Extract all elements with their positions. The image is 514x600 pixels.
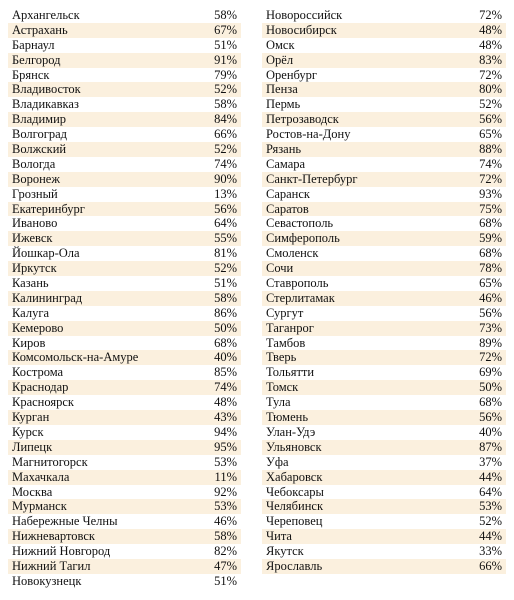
city-name: Владимир <box>12 112 67 127</box>
city-percent: 48% <box>479 22 502 37</box>
city-name: Курск <box>12 424 44 439</box>
city-percent: 56% <box>479 305 502 320</box>
city-name: Брянск <box>12 67 50 82</box>
city-percent: 82% <box>214 544 237 559</box>
city-percent: 83% <box>479 52 502 67</box>
city-name: Екатеринбург <box>12 201 85 216</box>
city-name: Ростов-на-Дону <box>266 127 351 142</box>
table-row <box>8 336 241 351</box>
city-name: Краснодар <box>12 380 69 395</box>
city-percent: 74% <box>214 156 237 171</box>
city-name: Астрахань <box>12 22 68 37</box>
city-name: Вологда <box>12 156 56 171</box>
city-name: Новокузнецк <box>12 573 82 588</box>
city-name: Белгород <box>12 52 61 67</box>
city-percent: 37% <box>479 454 502 469</box>
city-percent: 65% <box>479 276 502 291</box>
city-name: Чита <box>266 529 292 544</box>
table-row <box>262 425 506 440</box>
table-row <box>262 291 506 306</box>
city-percent: 46% <box>479 290 502 305</box>
city-name: Иркутск <box>12 261 57 276</box>
city-name: Саранск <box>266 186 310 201</box>
table-row <box>8 499 241 514</box>
city-percent: 88% <box>479 142 502 157</box>
table-row <box>8 380 241 395</box>
table-row <box>8 559 241 574</box>
city-percent: 48% <box>214 395 237 410</box>
city-name: Киров <box>12 335 46 350</box>
city-percent: 40% <box>479 424 502 439</box>
city-name: Новороссийск <box>266 8 343 22</box>
city-name: Иваново <box>12 216 58 231</box>
city-percent: 92% <box>214 484 237 499</box>
city-name: Сочи <box>266 261 294 276</box>
table-row <box>8 276 241 291</box>
city-percent: 51% <box>214 37 237 52</box>
city-name: Кострома <box>12 365 64 380</box>
city-name: Ярославль <box>266 558 323 573</box>
table-row <box>262 276 506 291</box>
city-percent: 40% <box>214 350 237 365</box>
city-name: Ставрополь <box>266 276 329 291</box>
table-row <box>262 187 506 202</box>
city-percent: 91% <box>214 52 237 67</box>
city-percent: 59% <box>479 231 502 246</box>
city-name: Симферополь <box>266 231 340 246</box>
city-name: Петрозаводск <box>266 112 339 127</box>
city-percent: 74% <box>479 156 502 171</box>
city-name: Сургут <box>266 305 304 320</box>
table-row <box>8 8 241 23</box>
city-percent: 52% <box>214 82 237 97</box>
table-row <box>262 470 506 485</box>
table-row <box>8 306 241 321</box>
city-name: Севастополь <box>266 216 334 231</box>
city-percent: 52% <box>479 514 502 529</box>
city-percent: 72% <box>479 8 502 22</box>
table-row <box>262 499 506 514</box>
city-name: Казань <box>12 276 49 291</box>
table-row <box>262 202 506 217</box>
city-name: Тюмень <box>266 410 309 425</box>
table-row <box>8 157 241 172</box>
city-percent: 64% <box>479 484 502 499</box>
table-row <box>8 321 241 336</box>
table-row <box>8 261 241 276</box>
city-percent: 68% <box>479 246 502 261</box>
table-row <box>8 38 241 53</box>
city-name: Архангельск <box>12 8 80 22</box>
city-name: Улан-Удэ <box>266 424 316 439</box>
city-name: Махачкала <box>12 469 70 484</box>
table-row <box>8 97 241 112</box>
table-row <box>262 53 506 68</box>
city-percent: 89% <box>479 335 502 350</box>
city-name: Калининград <box>12 290 83 305</box>
table-row <box>262 485 506 500</box>
city-name: Липецк <box>12 439 53 454</box>
city-name: Омск <box>266 37 295 52</box>
table-row <box>8 68 241 83</box>
city-percent: 87% <box>479 439 502 454</box>
city-name: Магнитогорск <box>12 454 88 469</box>
table-row <box>262 455 506 470</box>
city-percent: 52% <box>214 142 237 157</box>
city-percent: 85% <box>214 365 237 380</box>
table-row <box>262 82 506 97</box>
city-name: Якутск <box>266 544 304 559</box>
city-name: Йошкар-Ола <box>12 246 80 261</box>
table-row <box>262 231 506 246</box>
city-percent: 86% <box>214 305 237 320</box>
table-row <box>262 8 506 23</box>
table-row <box>262 261 506 276</box>
city-name: Тула <box>266 395 291 410</box>
table-row <box>262 529 506 544</box>
table-row <box>262 246 506 261</box>
city-percent: 53% <box>214 454 237 469</box>
city-percent: 58% <box>214 529 237 544</box>
city-percent: 53% <box>214 499 237 514</box>
table-row <box>262 97 506 112</box>
table-row <box>8 410 241 425</box>
table-row <box>8 365 241 380</box>
city-name: Ульяновск <box>266 439 322 454</box>
table-row <box>262 336 506 351</box>
city-name: Владивосток <box>12 82 81 97</box>
city-percent: 94% <box>214 424 237 439</box>
table-row <box>262 514 506 529</box>
city-percent: 78% <box>479 261 502 276</box>
city-name: Грозный <box>12 186 58 201</box>
city-name: Смоленск <box>266 246 319 261</box>
city-name: Стерлитамак <box>266 290 335 305</box>
table-row <box>8 23 241 38</box>
city-name: Мурманск <box>12 499 67 514</box>
table-row <box>8 53 241 68</box>
table-row <box>8 246 241 261</box>
table-row <box>262 380 506 395</box>
table-row <box>262 38 506 53</box>
table-row <box>8 350 241 365</box>
city-name: Владикавказ <box>12 97 79 112</box>
city-percent: 68% <box>214 335 237 350</box>
city-name: Волгоград <box>12 127 68 142</box>
city-name: Волжский <box>12 142 67 157</box>
city-percent: 56% <box>214 201 237 216</box>
city-percent: 50% <box>214 320 237 335</box>
table-row <box>8 172 241 187</box>
city-percent: 68% <box>479 395 502 410</box>
city-percent: 80% <box>479 82 502 97</box>
table-row <box>262 410 506 425</box>
city-name: Санкт-Петербург <box>266 171 358 186</box>
city-percent: 95% <box>214 439 237 454</box>
city-percent: 66% <box>479 558 502 573</box>
city-name: Москва <box>12 484 53 499</box>
city-percent: 11% <box>214 469 237 484</box>
city-name: Чебоксары <box>266 484 324 499</box>
city-percent: 68% <box>479 216 502 231</box>
city-name: Ижевск <box>12 231 53 246</box>
city-percent: 93% <box>479 186 502 201</box>
city-name: Красноярск <box>12 395 75 410</box>
table-row <box>8 291 241 306</box>
city-percent: 74% <box>214 380 237 395</box>
table-row <box>8 127 241 142</box>
city-percent: 52% <box>214 261 237 276</box>
table-row <box>262 559 506 574</box>
table-row <box>262 395 506 410</box>
table-row <box>262 172 506 187</box>
table-row <box>8 112 241 127</box>
city-percent: 55% <box>214 231 237 246</box>
city-percent: 90% <box>214 171 237 186</box>
table-row <box>262 23 506 38</box>
table-row <box>262 112 506 127</box>
city-percent: 46% <box>214 514 237 529</box>
city-percent: 56% <box>479 112 502 127</box>
city-name: Челябинск <box>266 499 324 514</box>
city-name: Курган <box>12 410 50 425</box>
table-row <box>8 187 241 202</box>
table-column-left <box>8 8 241 589</box>
city-percent: 81% <box>214 246 237 261</box>
city-name: Барнаул <box>12 37 55 52</box>
city-percent: 72% <box>479 171 502 186</box>
city-name: Саратов <box>266 201 309 216</box>
city-name: Новосибирск <box>266 22 337 37</box>
city-percent: 48% <box>479 37 502 52</box>
table-row <box>262 306 506 321</box>
city-name: Калуга <box>12 305 49 320</box>
city-percent: 47% <box>214 558 237 573</box>
city-percent: 13% <box>214 186 237 201</box>
city-name: Уфа <box>266 454 289 469</box>
city-name: Кемерово <box>12 320 64 335</box>
city-name: Хабаровск <box>266 469 323 484</box>
city-percent: 69% <box>479 365 502 380</box>
city-name: Пермь <box>266 97 301 112</box>
city-percent: 33% <box>479 544 502 559</box>
city-percent: 64% <box>214 216 237 231</box>
table-column-right <box>262 8 506 574</box>
table-row <box>262 350 506 365</box>
table-row <box>262 142 506 157</box>
city-percent: 51% <box>214 276 237 291</box>
city-name: Тверь <box>266 350 297 365</box>
city-name: Самара <box>266 156 306 171</box>
table-row <box>8 544 241 559</box>
city-percent: 53% <box>479 499 502 514</box>
city-percent: 58% <box>214 290 237 305</box>
city-percent: 58% <box>214 8 237 22</box>
city-name: Нижний Тагил <box>12 558 91 573</box>
city-name: Тольятти <box>266 365 315 380</box>
table-row <box>262 544 506 559</box>
city-percent: 52% <box>479 97 502 112</box>
city-name: Таганрог <box>266 320 314 335</box>
city-percent: 72% <box>479 350 502 365</box>
city-name: Набережные Челны <box>12 514 118 529</box>
city-percent: 73% <box>479 320 502 335</box>
city-name: Нижний Новгород <box>12 544 111 559</box>
city-percent: 44% <box>479 529 502 544</box>
city-name: Тамбов <box>266 335 306 350</box>
city-percent: 51% <box>214 573 237 588</box>
table-row <box>8 574 241 589</box>
city-percent: 67% <box>214 22 237 37</box>
table-row <box>8 202 241 217</box>
table-row <box>8 455 241 470</box>
city-name: Оренбург <box>266 67 318 82</box>
table-row <box>262 321 506 336</box>
city-name: Воронеж <box>12 171 60 186</box>
table-row <box>8 514 241 529</box>
city-name: Пенза <box>266 82 298 97</box>
city-percent: 58% <box>214 97 237 112</box>
table-row <box>8 470 241 485</box>
table-row <box>8 142 241 157</box>
city-percent: 43% <box>214 410 237 425</box>
table-row <box>262 216 506 231</box>
city-percent: 66% <box>214 127 237 142</box>
city-name: Томск <box>266 380 299 395</box>
city-name: Орёл <box>266 52 294 67</box>
table-row <box>8 440 241 455</box>
city-name: Рязань <box>266 142 302 157</box>
city-name: Нижневартовск <box>12 529 95 544</box>
table-row <box>262 127 506 142</box>
table-row <box>8 395 241 410</box>
table-row <box>8 216 241 231</box>
city-name: Комсомольск-на-Амуре <box>12 350 139 365</box>
city-percent: 44% <box>479 469 502 484</box>
table-row <box>8 231 241 246</box>
table-row <box>8 425 241 440</box>
table-row <box>262 440 506 455</box>
table-row <box>8 485 241 500</box>
city-percent: 72% <box>479 67 502 82</box>
city-percent: 65% <box>479 127 502 142</box>
table-row <box>262 68 506 83</box>
table-row <box>262 365 506 380</box>
table-row <box>262 157 506 172</box>
city-percent: 75% <box>479 201 502 216</box>
table-row <box>8 82 241 97</box>
city-percent: 56% <box>479 410 502 425</box>
city-percent: 79% <box>214 67 237 82</box>
city-percent: 84% <box>214 112 237 127</box>
city-name: Череповец <box>266 514 323 529</box>
table-row <box>8 529 241 544</box>
city-percent: 50% <box>479 380 502 395</box>
